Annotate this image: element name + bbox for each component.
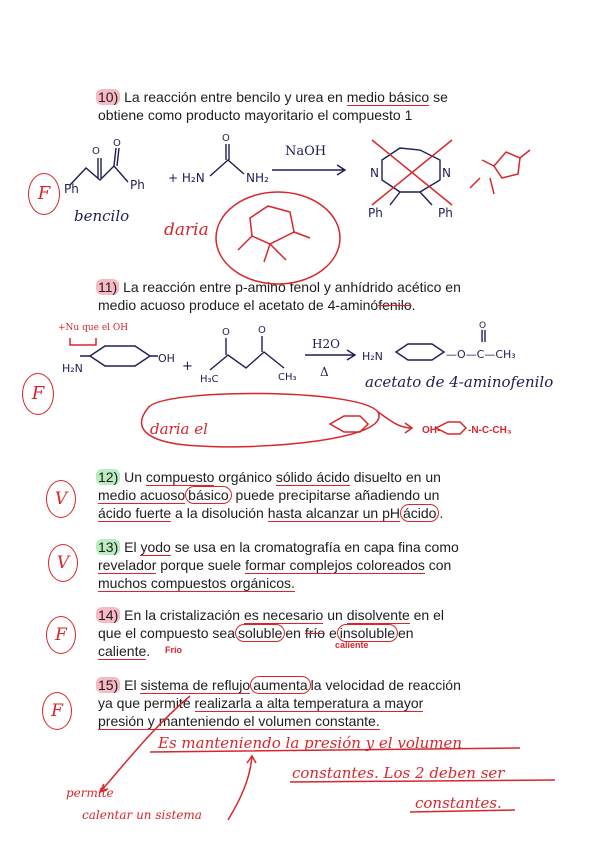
label-daria-q11: daria el <box>150 420 208 438</box>
svg-text:Ph: Ph <box>130 178 145 192</box>
handwritten-underlines <box>150 748 555 812</box>
arrow-to-alt-product <box>378 412 412 433</box>
handwritten-correction-3: constantes. <box>415 794 502 812</box>
svg-text:O: O <box>222 133 230 144</box>
svg-text:O: O <box>222 327 230 338</box>
verdict-q14: F <box>46 616 76 654</box>
alt-product-drawing <box>494 152 520 178</box>
svg-text:H₂N: H₂N <box>362 350 383 363</box>
note-caliente: caliente <box>335 640 369 650</box>
svg-text:+ H₂N: + H₂N <box>168 171 205 185</box>
handwritten-correction-2: constantes. Los 2 deben ser <box>292 764 505 782</box>
svg-text:O: O <box>113 138 121 149</box>
anhydride-skeleton-drawing <box>210 352 284 370</box>
circled-structure-q10 <box>216 192 340 284</box>
hydantoin-ring-drawing <box>250 206 294 244</box>
label-acetato: acetato de 4-aminofenilo <box>365 373 554 391</box>
svg-text:O: O <box>92 146 100 157</box>
urea-skeleton-drawing <box>210 160 244 176</box>
svg-text:H₃C: H₃C <box>200 374 219 385</box>
reaction-arrow-q10 <box>272 165 345 175</box>
question-15: 15) El sistema de reflujo aumenta la velocidad de reacción ya que permite realizarla a alta temperatura a mayor presión y manteniendo el volumen constante. <box>98 677 461 729</box>
note-nucleophile: +Nu que el OH <box>58 323 129 333</box>
question-number: 15) <box>98 677 119 693</box>
reagent-h2o: H2O <box>312 337 340 351</box>
svg-text:-N-C-CH₃: -N-C-CH₃ <box>468 425 512 436</box>
note-frio: Frío <box>165 645 182 655</box>
question-number: 12) <box>98 469 119 485</box>
question-number: 14) <box>98 607 119 623</box>
svg-text:O: O <box>479 321 487 331</box>
verdict-q12: V <box>46 480 76 518</box>
reagent-delta: Δ <box>320 365 329 379</box>
question-number: 10) <box>98 89 119 105</box>
verdict-q11: F <box>22 373 54 415</box>
verdict-q13: V <box>48 544 78 582</box>
question-number: 13) <box>98 539 119 555</box>
svg-text:O: O <box>258 325 266 336</box>
question-14: 14) En la cristalización es necesario un disolvente en el que el compuesto sea soluble en frío e insoluble en caliente. <box>98 607 444 659</box>
svg-text:CH₃: CH₃ <box>278 372 297 383</box>
svg-text:Ph: Ph <box>64 182 79 196</box>
product-q11-ring <box>396 344 444 360</box>
question-11: 11) La reacción entre p-amino fenol y anhídrido acético en medio acuoso produce el acetato de 4-aminófenilo. <box>98 279 461 313</box>
reagent-naoh: NaOH <box>285 144 327 159</box>
handwritten-note-permite: permite <box>66 786 114 800</box>
label-daria-q10: daria <box>164 220 209 240</box>
svg-text:+: + <box>182 359 193 374</box>
reaction-arrow-q11 <box>305 350 355 360</box>
svg-text:N: N <box>370 166 379 180</box>
svg-text:Ph: Ph <box>438 206 453 220</box>
svg-text:OH: OH <box>158 352 175 365</box>
label-bencilo: bencilo <box>74 207 130 225</box>
svg-text:—O—C—CH₃: —O—C—CH₃ <box>446 348 516 361</box>
nh-bracket <box>70 338 96 345</box>
question-number: 11) <box>98 279 118 295</box>
handwritten-correction-1: Es manteniendo la presión y el volumen <box>158 734 463 752</box>
circled-structure-q11 <box>141 393 379 446</box>
verdict-q15: F <box>42 692 72 730</box>
svg-text:H₂N: H₂N <box>62 362 83 375</box>
aminophenol-ring-drawing <box>90 346 150 366</box>
arrow-to-permite-note <box>100 696 190 792</box>
arrow-from-calentar-note <box>228 756 256 820</box>
svg-text:OH-: OH- <box>422 425 441 436</box>
handwritten-note-calentar: calentar un sistema <box>82 808 202 822</box>
carbonyl-bonds <box>98 148 119 178</box>
question-12: 12) Un compuesto orgánico sólido ácido disuelto en un medio acuoso básico puede precipitarse añadiendo un ácido fuerte a la disolución hasta alcanzar un pH ácido . <box>98 469 444 521</box>
svg-text:N: N <box>442 166 451 180</box>
svg-text:Ph: Ph <box>368 206 383 220</box>
question-13: 13) El yodo se usa en la cromatografía en capa fina como revelador porque suele formar complejos coloreados con muchos compuestos orgánicos. <box>98 539 459 591</box>
svg-text:NH₂: NH₂ <box>246 171 269 185</box>
question-10: 10) La reacción entre bencilo y urea en medio básico se obtiene como producto mayoritario el compuesto 1 <box>98 89 448 123</box>
verdict-q10: F <box>28 173 60 215</box>
